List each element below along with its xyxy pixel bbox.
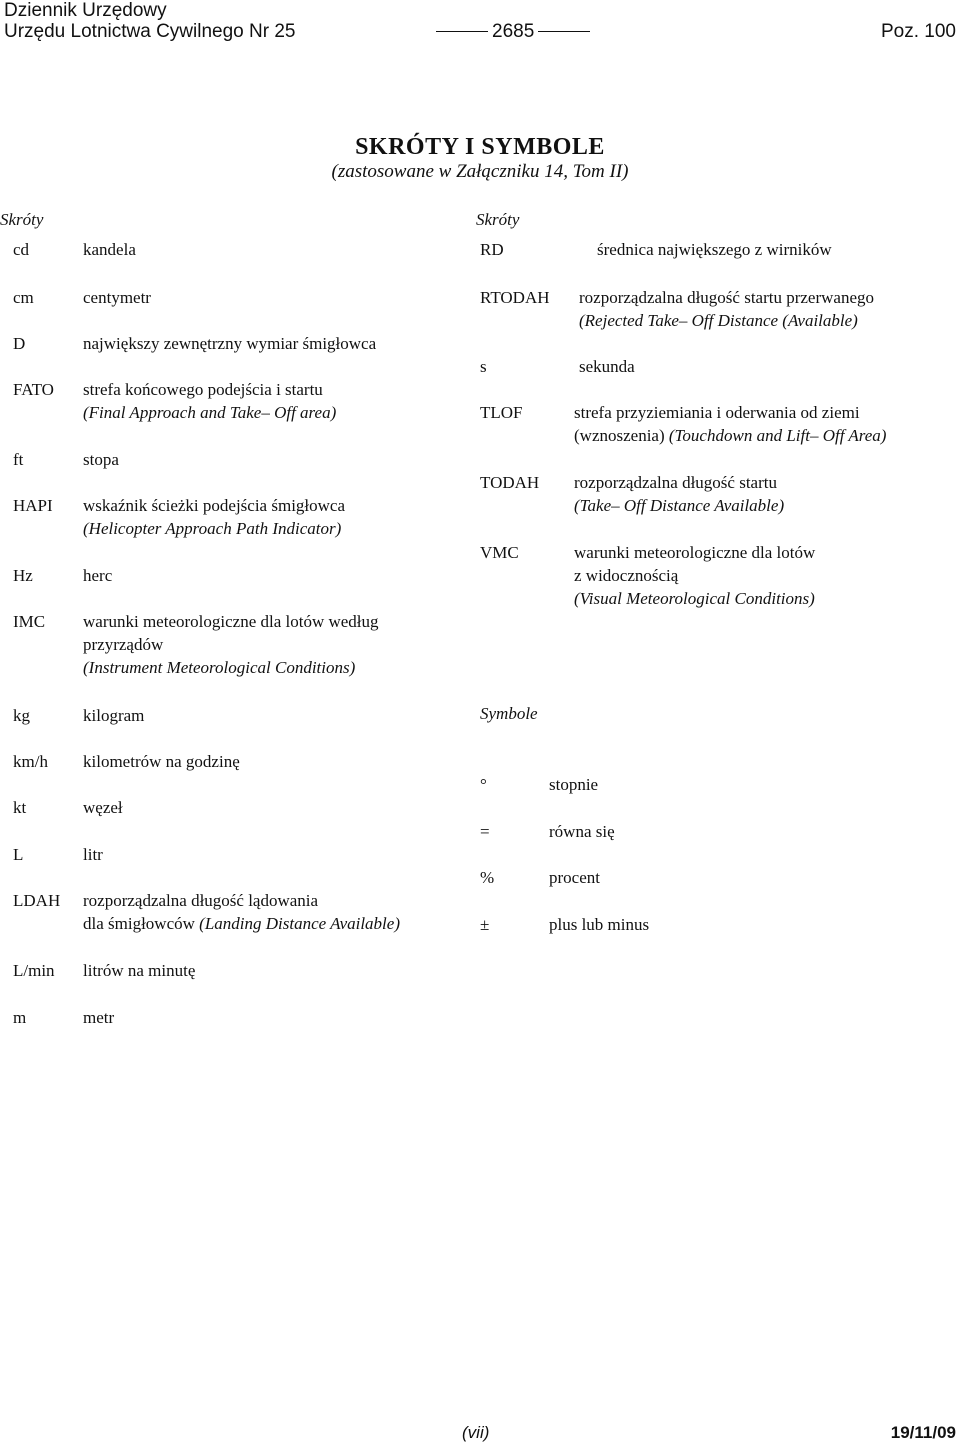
abbreviation: RD (480, 240, 504, 259)
abbreviation: Hz (13, 566, 33, 585)
left-heading: Skróty (0, 210, 44, 229)
abbreviation: L (13, 845, 24, 864)
abbreviation: ft (13, 450, 24, 469)
definition-plain: (wznoszenia) (574, 426, 669, 445)
abbreviation: LDAH (13, 891, 61, 910)
page-subtitle: (zastosowane w Załączniku 14, Tom II) (331, 161, 629, 182)
abbreviation: TLOF (480, 403, 523, 422)
definition (83, 378, 336, 424)
abbreviation: TODAH (480, 473, 540, 492)
definition (83, 238, 136, 261)
symbol-meaning: stopnie (549, 775, 599, 794)
definition (83, 448, 119, 471)
definition-line: (Helicopter Approach Path Indicator) (83, 519, 342, 538)
definition (83, 286, 151, 309)
definition (597, 238, 832, 261)
abbreviation: VMC (480, 543, 519, 562)
definition-line: sekunda (579, 357, 635, 376)
abbreviation: IMC (13, 612, 46, 631)
definition-line: węzeł (83, 798, 123, 817)
definition-line: (Rejected Take– Off Distance (Available) (579, 311, 858, 330)
definition (83, 959, 195, 982)
abbreviation: km/h (13, 752, 48, 771)
definition-line: centymetr (83, 288, 151, 307)
definition (574, 541, 815, 610)
definition-line: (Final Approach and Take– Off area) (83, 403, 337, 422)
abbreviation: kt (13, 798, 27, 817)
definition (83, 610, 379, 679)
symbol: ° (480, 775, 487, 794)
definition (574, 401, 886, 447)
symbol-meaning: plus lub minus (549, 915, 650, 934)
abbreviation: L/min (13, 961, 55, 980)
abbreviation: HAPI (13, 496, 53, 515)
definition-line: strefa przyziemiania i oderwania od ziemi (574, 403, 860, 422)
definition (579, 286, 874, 332)
symbol-meaning: równa się (549, 822, 615, 841)
definition-line: litr (83, 845, 103, 864)
definition-line: litrów na minutę (83, 961, 196, 980)
symbol-meaning: procent (549, 868, 600, 887)
definition (83, 796, 123, 819)
definition-line: średnica największego z wirników (597, 240, 832, 259)
definition-line: (Instrument Meteorological Conditions) (83, 658, 356, 677)
definition (83, 750, 240, 773)
definition-line: stopa (83, 450, 119, 469)
page-number: 2685 (432, 21, 594, 43)
definition (83, 843, 103, 866)
definition-line: metr (83, 1008, 115, 1027)
definition-line: warunki meteorologiczne dla lotów (574, 543, 816, 562)
definition (83, 494, 345, 540)
definition (83, 889, 400, 935)
footer-date: 19/11/09 (890, 1423, 956, 1442)
definition-line: (Take– Off Distance Available) (574, 496, 785, 515)
definition-line (83, 912, 400, 935)
dash-left (436, 31, 488, 32)
right-heading: Skróty (476, 210, 520, 229)
definition (579, 355, 635, 378)
symbol: ± (480, 915, 490, 934)
abbreviation: cd (13, 240, 30, 259)
definition-line: kilometrów na godzinę (83, 752, 240, 771)
definition-line: największy zewnętrzny wymiar śmigłowca (83, 334, 377, 353)
definition-line: wskaźnik ścieżki podejścia śmigłowca (83, 496, 346, 515)
symbol: = (480, 822, 490, 841)
definition (574, 471, 784, 517)
definition-line: herc (83, 566, 113, 585)
definition-line: rozporządzalna długość lądowania (83, 891, 319, 910)
definition-line: rozporządzalna długość startu przerwanego (579, 288, 875, 307)
abbreviation: FATO (13, 380, 54, 399)
definition-english: (Touchdown and Lift– Off Area) (668, 426, 887, 445)
journal-subtitle: Urzędu Lotnictwa Cywilnego Nr 25 (4, 21, 296, 42)
definition (83, 332, 376, 355)
definition (83, 1006, 114, 1029)
definition-line: (Visual Meteorological Conditions) (574, 589, 815, 608)
definition (83, 564, 112, 587)
definition-line: warunki meteorologiczne dla lotów według (83, 612, 379, 631)
abbreviation: RTODAH (480, 288, 550, 307)
position-number: Poz. 100 (881, 21, 956, 42)
definition-line: przyrządów (83, 635, 164, 654)
definition-line: kilogram (83, 706, 145, 725)
abbreviation: kg (13, 706, 30, 725)
definition-line: z widocznością (574, 566, 679, 585)
abbreviation: m (13, 1008, 27, 1027)
abbreviation: D (13, 334, 26, 353)
definition-english: (Landing Distance Available) (199, 914, 400, 933)
definition-line: kandela (83, 240, 136, 259)
definition-line: strefa końcowego podejścia i startu (83, 380, 323, 399)
dash-right (538, 31, 590, 32)
page-title: SKRÓTY I SYMBOLE (355, 134, 605, 160)
definition-plain: dla śmigłowców (83, 914, 200, 933)
definition-line (574, 424, 886, 447)
footer-page: (vii) (462, 1423, 490, 1442)
definition-line: rozporządzalna długość startu (574, 473, 777, 492)
abbreviation: cm (13, 288, 34, 307)
symbol: % (480, 868, 495, 887)
journal-title: Dziennik Urzędowy (4, 0, 167, 21)
definition (83, 704, 144, 727)
abbreviation: s (480, 357, 487, 376)
symbols-heading: Symbole (480, 704, 538, 723)
